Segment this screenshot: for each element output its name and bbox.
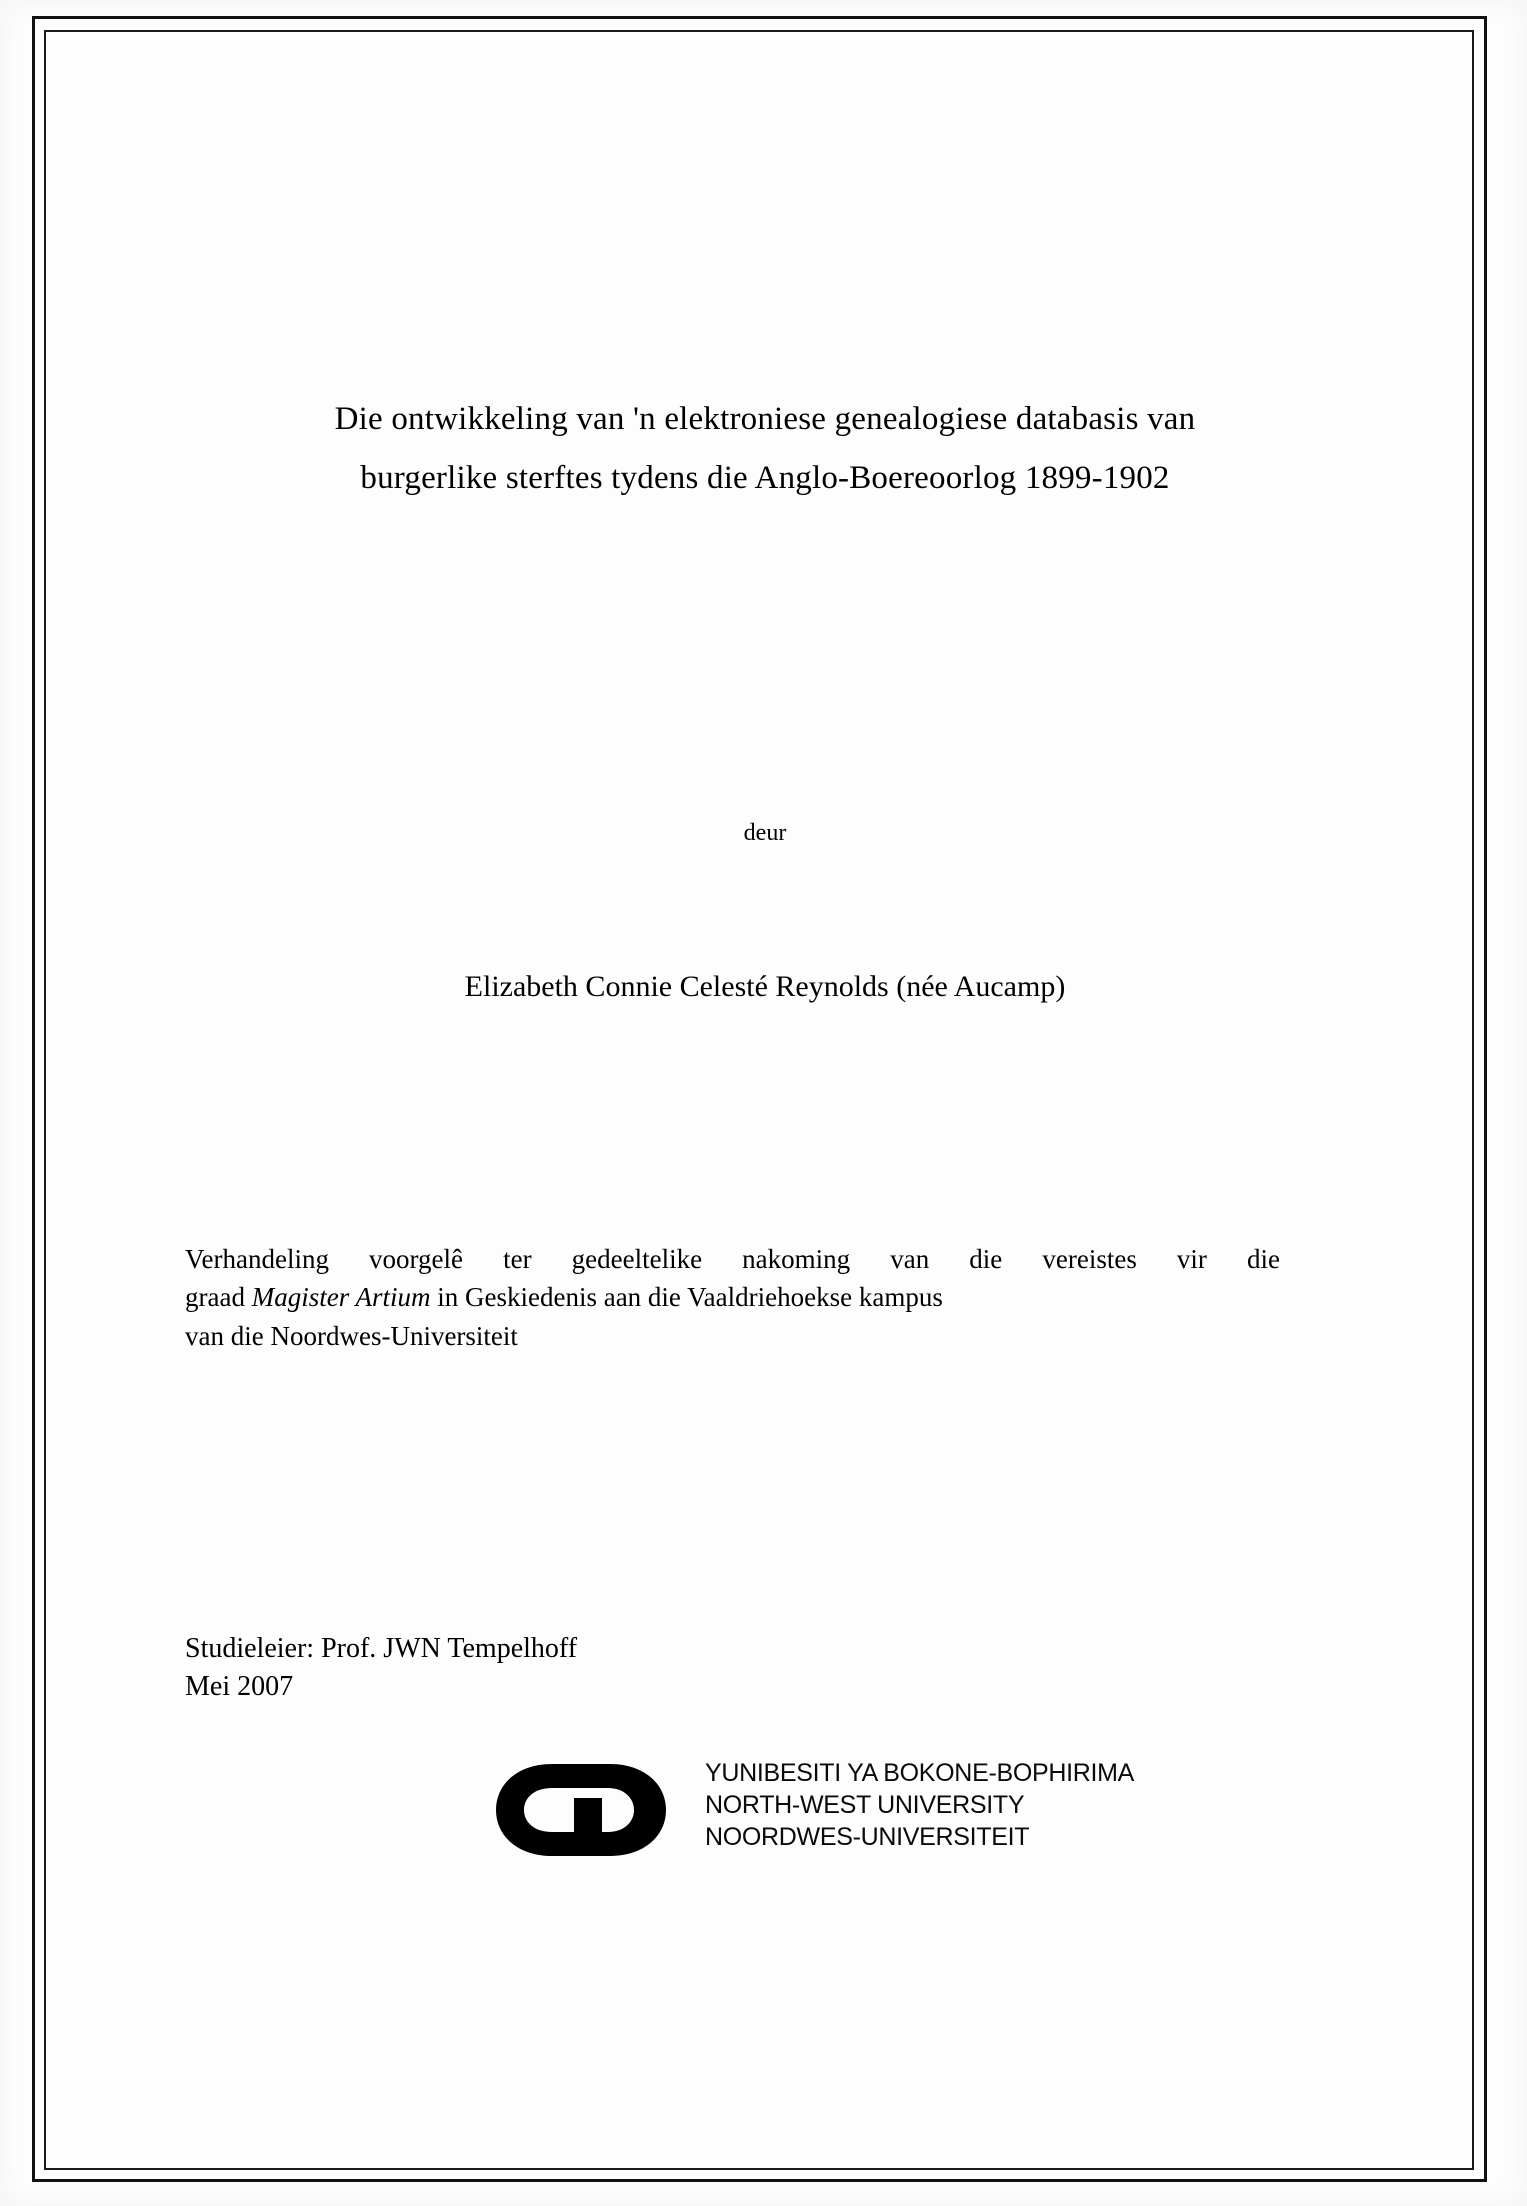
degree-name-italic: Magister Artium xyxy=(251,1282,431,1313)
degree-statement-line-2 xyxy=(185,1278,1280,1316)
author-name: Elizabeth Connie Celesté Reynolds (née Aucamp) xyxy=(464,970,1066,1003)
date-line: Mei 2007 xyxy=(185,1670,294,1702)
page-title xyxy=(180,390,1350,507)
logo-line-1: YUNIBESITI YA BOKONE-BOPHIRIMA xyxy=(705,1759,1135,1787)
university-logo xyxy=(450,1750,1170,1870)
title-line-1: Die ontwikkeling van 'n elektroniese genealogiese databasis van xyxy=(334,401,1196,437)
degree-statement-line-1: Verhandeling voorgelê ter gedeeltelike nakoming van die vereistes vir die xyxy=(185,1244,1280,1274)
logo-line-2: NORTH-WEST UNIVERSITY xyxy=(705,1790,1025,1819)
degree-statement-line-3: van die Noordwes-Universiteit xyxy=(185,1320,518,1351)
north-west-university-logo-icon xyxy=(490,1758,690,1862)
title-line-2: burgerlike sterftes tydens die Anglo-Boereoorlog 1899-1902 xyxy=(360,459,1170,496)
by-label: deur xyxy=(743,820,787,846)
degree-statement-line-2-prefix: graad xyxy=(185,1282,252,1313)
logo-line-3: NOORDWES-UNIVERSITEIT xyxy=(705,1822,1030,1851)
degree-statement-line-2-suffix: in Geskiedenis aan die Vaaldriehoekse kampus xyxy=(430,1282,943,1313)
title-page-content xyxy=(120,60,1410,2140)
degree-statement xyxy=(185,1240,1280,1355)
university-logo-text xyxy=(705,1758,1134,1853)
supervisor-line: Studieleier: Prof. JWN Tempelhoff xyxy=(185,1633,578,1664)
supervisor-block xyxy=(185,1630,1085,1705)
